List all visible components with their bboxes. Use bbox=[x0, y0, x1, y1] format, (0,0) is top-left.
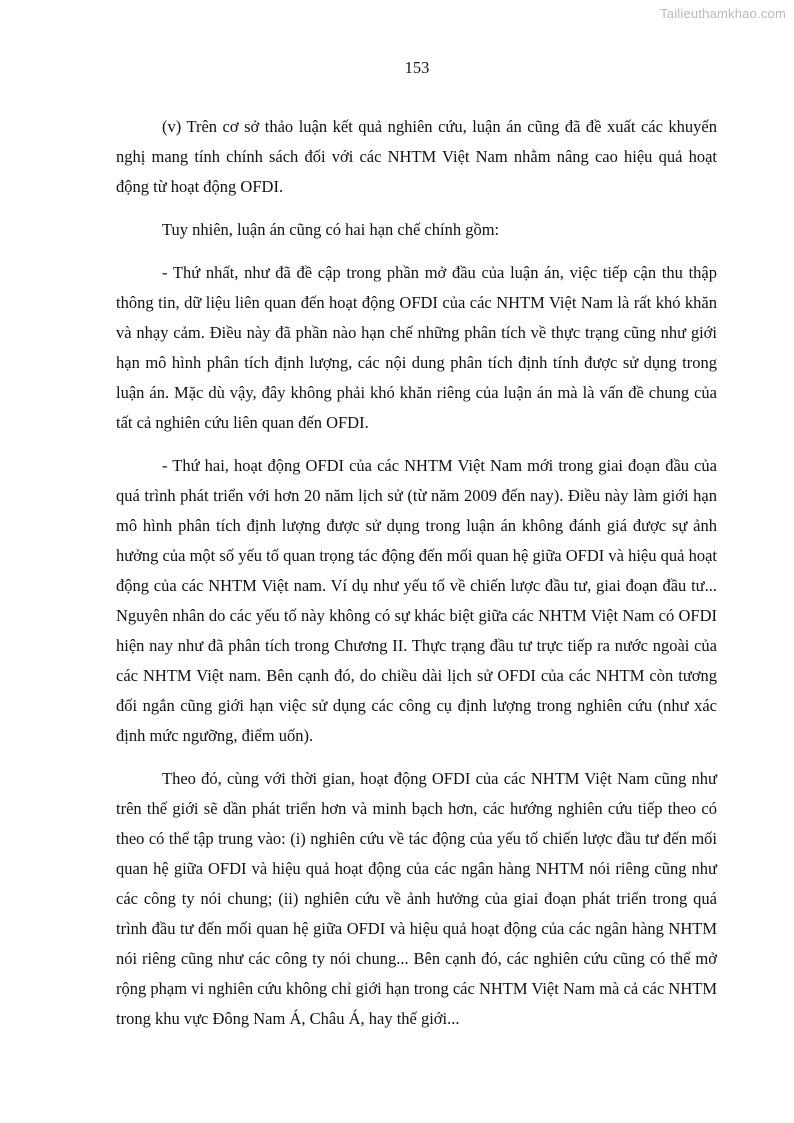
page-number: 153 bbox=[404, 58, 430, 77]
paragraph-future-research: Theo đó, cùng với thời gian, hoạt động OFDI của các NHTM Việt Nam cũng như trên thế giới sẽ dần phát triển hơn và minh bạch hơn, các hướng nghiên cứu tiếp theo có theo có thể tập trung vào: (i) nghiên cứu về tác động của yếu tố chiến lược đầu tư đến mối quan hệ giữa OFDI và hiệu quả hoạt động của các ngân hàng NHTM nói riêng cũng như các công ty nói chung; (ii) nghiên cứu về ảnh hưởng của giai đoạn phát triển trong quá trình đầu tư đến mối quan hệ giữa OFDI và hiệu quả hoạt động của các ngân hàng NHTM nói riêng cũng như các công ty nói chung... Bên cạnh đó, các nghiên cứu cũng có thể mở rộng phạm vi nghiên cứu không chỉ giới hạn trong các NHTM Việt Nam mà cả các NHTM trong khu vực Đông Nam Á, Châu Á, hay thế giới... bbox=[116, 769, 717, 1028]
watermark-text: Tailieuthamkhao.com bbox=[660, 6, 786, 21]
paragraph-recommendations: (v) Trên cơ sở thảo luận kết quả nghiên cứu, luận án cũng đã đề xuất các khuyến nghị mang tính chính sách đối với các NHTM Việt Nam nhằm nâng cao hiệu quả hoạt động từ hoạt động OFDI. bbox=[116, 117, 717, 196]
paragraph-limitation-second: - Thứ hai, hoạt động OFDI của các NHTM Việt Nam mới trong giai đoạn đầu của quá trình phát triển với hơn 20 năm lịch sử (từ năm 2009 đến nay). Điều này làm giới hạn mô hình phân tích định lượng được sử dụng trong luận án không đánh giá được sự ảnh hưởng của một số yếu tố quan trọng tác động đến mối quan hệ giữa OFDI và hiệu quả hoạt động của các NHTM Việt nam. Ví dụ như yếu tố về chiến lược đầu tư, giai đoạn đầu tư... Nguyên nhân do các yếu tố này không có sự khác biệt giữa các NHTM Việt Nam có OFDI hiện nay như đã phân tích trong Chương II. Thực trạng đầu tư trực tiếp ra nước ngoài của các NHTM Việt nam. Bên cạnh đó, do chiều dài lịch sử OFDI của các NHTM còn tương đối ngắn cũng giới hạn việc sử dụng các công cụ định lượng trong nghiên cứu (như xác định mức ngưỡng, điểm uốn). bbox=[116, 456, 717, 745]
paragraph-limitations-intro: Tuy nhiên, luận án cũng có hai hạn chế chính gồm: bbox=[162, 220, 500, 239]
document-body bbox=[116, 112, 717, 1047]
paragraph-limitation-first: - Thứ nhất, như đã đề cập trong phần mở đầu của luận án, việc tiếp cận thu thập thông tin, dữ liệu liên quan đến hoạt động OFDI của các NHTM Việt Nam là rất khó khăn và nhạy cảm. Điều này đã phần nào hạn chế những phân tích về thực trạng cũng như giới hạn mô hình phân tích định lượng, các nội dung phân tích định tính được sử dụng trong luận án. Mặc dù vậy, đây không phải khó khăn riêng của luận án mà là vấn đề chung của tất cả nghiên cứu liên quan đến OFDI. bbox=[116, 263, 717, 432]
